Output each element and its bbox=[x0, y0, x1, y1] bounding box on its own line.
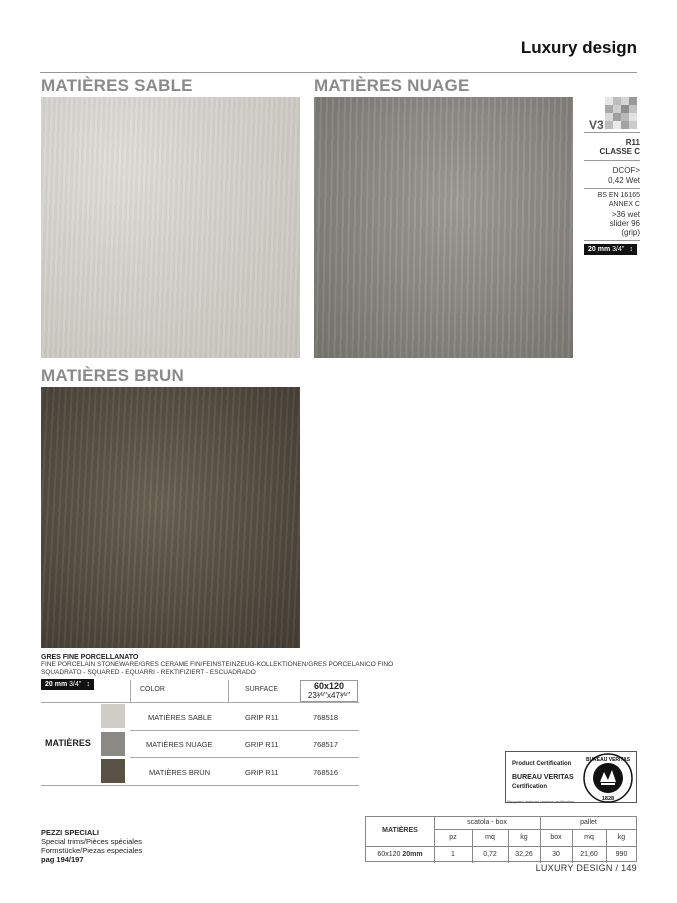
spec-divider bbox=[584, 132, 640, 133]
packing-size-value: 60x120 bbox=[377, 851, 401, 858]
certification-box bbox=[505, 751, 637, 803]
table-divider bbox=[130, 680, 131, 702]
slip-class-c: CLASSE C bbox=[599, 147, 640, 156]
thickness-inch: 3/4" bbox=[612, 246, 625, 253]
packing-header: mq bbox=[584, 834, 594, 841]
trims-line-1: Special trims/Pièces spéciales bbox=[41, 837, 142, 846]
spec-divider bbox=[584, 188, 640, 189]
thickness-arrow-icon: ↕ bbox=[86, 681, 90, 688]
packing-header: mq bbox=[485, 834, 495, 841]
packing-size bbox=[366, 851, 434, 858]
tile-title-nuage: MATIÈRES NUAGE bbox=[314, 76, 470, 95]
thickness-mm: 20 mm bbox=[45, 681, 68, 688]
product-title: GRES FINE PORCELLANATO bbox=[41, 654, 139, 661]
color-swatch-brun bbox=[101, 759, 125, 783]
packing-thickness: 20mm bbox=[402, 851, 423, 858]
dcof-value: 0,42 Wet bbox=[608, 176, 640, 185]
cert-line-2: BUREAU VERITAS bbox=[512, 774, 574, 781]
bs-standard: BS EN 16165 bbox=[597, 192, 640, 199]
packing-label: MATIÈRES bbox=[382, 827, 418, 834]
row-color: MATIÈRES NUAGE bbox=[146, 740, 213, 749]
packing-value: 1 bbox=[451, 851, 455, 858]
table-divider bbox=[130, 757, 359, 758]
packing-divider bbox=[366, 846, 637, 847]
trims-page-ref: pag 194/197 bbox=[41, 855, 84, 864]
product-description: FINE PORCELAIN STONEWARE/GRES CERAME FIN/FEINSTEINZEUG-KOLLEKTIONEN/GRES PORCELANICO FINO bbox=[41, 661, 394, 668]
trims-line-2: Formstücke/Piezas especiales bbox=[41, 846, 143, 855]
product-group-label: MATIÈRES bbox=[45, 738, 91, 748]
trims-title: PEZZI SPECIALI bbox=[41, 828, 99, 837]
bs-slider: slider 96 bbox=[609, 219, 640, 228]
page-footer: LUXURY DESIGN / 149 bbox=[535, 863, 637, 873]
thickness-mm: 20 mm bbox=[588, 246, 611, 253]
seal-top-text: BUREAU VERITAS bbox=[585, 757, 631, 763]
packing-value: 990 bbox=[615, 851, 628, 858]
special-trims bbox=[41, 828, 142, 864]
bs-wet: >36 wet bbox=[611, 210, 640, 219]
table-divider bbox=[41, 785, 359, 786]
brand-title: Luxury design bbox=[520, 38, 637, 57]
top-divider bbox=[40, 72, 637, 73]
cert-line-1: Product Certification bbox=[512, 761, 572, 767]
column-header-size bbox=[300, 680, 358, 702]
column-header-surface: SURFACE bbox=[245, 686, 279, 693]
tile-image-nuage bbox=[314, 97, 573, 358]
row-surface: GRIP R11 bbox=[245, 713, 279, 722]
row-color: MATIÈRES SABLE bbox=[148, 713, 213, 722]
packing-value: 21,60 bbox=[580, 851, 598, 858]
packing-group-box: scatola - box bbox=[467, 819, 507, 826]
table-divider bbox=[228, 680, 229, 702]
packing-value: 32,26 bbox=[515, 851, 533, 858]
cert-line-3: Certification bbox=[512, 784, 548, 790]
table-thickness-badge bbox=[41, 679, 94, 690]
spec-divider bbox=[584, 240, 640, 241]
color-swatch-nuage bbox=[101, 732, 125, 756]
variation-label: V3 bbox=[589, 118, 604, 132]
column-header-color: COLOR bbox=[140, 686, 165, 693]
row-code: 768518 bbox=[313, 713, 339, 722]
size-metric: 60x120 bbox=[313, 681, 345, 691]
tile-image-brun bbox=[41, 387, 300, 648]
packing-header: box bbox=[550, 834, 562, 841]
packing-value: 30 bbox=[552, 851, 560, 858]
row-surface: GRIP R11 bbox=[245, 740, 279, 749]
slip-class-r11: R11 bbox=[625, 138, 640, 147]
thickness-arrow-icon: ↕ bbox=[629, 246, 633, 253]
shade-variation-icon bbox=[605, 97, 637, 129]
color-swatch-sable bbox=[101, 704, 125, 728]
bs-grip: (grip) bbox=[621, 228, 640, 237]
row-code: 768516 bbox=[313, 768, 339, 777]
dcof-label: DCOF> bbox=[612, 166, 640, 175]
packing-table bbox=[365, 816, 637, 862]
table-divider bbox=[130, 730, 359, 731]
packing-header: kg bbox=[617, 834, 626, 841]
packing-group-pallet: pallet bbox=[580, 819, 597, 826]
table-divider bbox=[41, 702, 359, 703]
row-code: 768517 bbox=[313, 740, 339, 749]
tile-title-brun: MATIÈRES BRUN bbox=[41, 366, 185, 385]
packing-header: pz bbox=[449, 834, 457, 841]
thickness-inch: 3/4" bbox=[69, 681, 82, 688]
bs-annex: ANNEX C bbox=[608, 201, 640, 208]
size-inch: 23³⁄⁸"x47³⁄⁸" bbox=[307, 691, 351, 700]
row-surface: GRIP R11 bbox=[245, 768, 279, 777]
packing-header: kg bbox=[520, 834, 528, 841]
thickness-badge bbox=[584, 244, 637, 255]
cert-line-4: Recycled material content certification bbox=[507, 799, 575, 804]
bureau-veritas-seal-icon bbox=[582, 752, 634, 804]
seal-year: 1828 bbox=[601, 796, 615, 802]
tile-image-sable bbox=[41, 97, 300, 358]
packing-value: 0,72 bbox=[483, 851, 497, 858]
spec-divider bbox=[584, 160, 640, 161]
row-color: MATIÈRES BRUN bbox=[149, 768, 211, 777]
product-finish: SQUADRATO - SQUARED - EQUARRI - REKTIFIZIERT - ESCUADRADO bbox=[41, 669, 256, 676]
tile-title-sable: MATIÈRES SABLE bbox=[41, 76, 193, 95]
